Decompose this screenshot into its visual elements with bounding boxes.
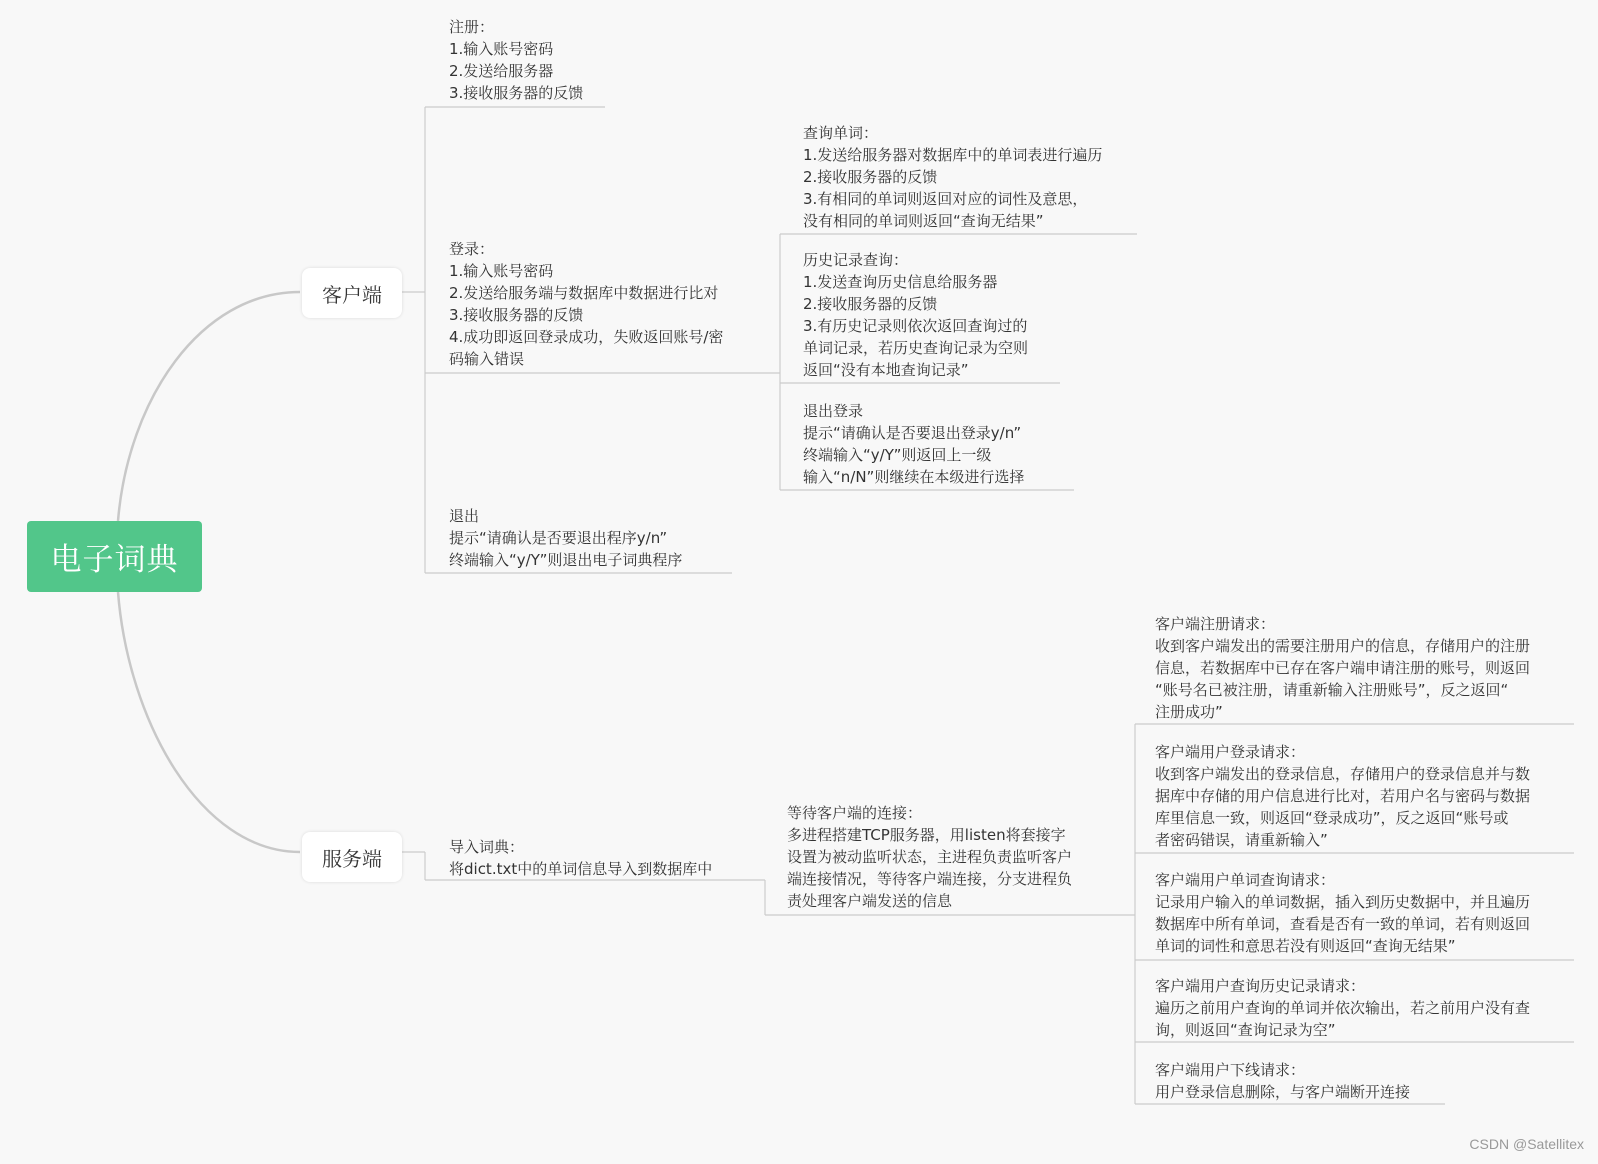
client-history-note[interactable]: 历史记录查询： 1.发送查询历史信息给服务器 2.接收服务器的反馈 3.有历史记录则依次返回查询过的 单词记录，若历史查询记录为空则 返回“没有本地查询记录” [803,251,1029,379]
server-wait-note[interactable]: 等待客户端的连接： 多进程搭建TCP服务器，用listen将套接字 设置为被动监听状态，主进程负责监听客户 端连接情况，等待客户端连接，分支进程负 责处理客户端发送的信息 [787,804,1073,910]
server-node[interactable]: 服务端 [302,832,402,882]
watermark: CSDN @Satellitex [1469,1136,1584,1152]
client-query-word-note[interactable]: 查询单词： 1.发送给服务器对数据库中的单词表进行遍历 2.接收服务器的反馈 3.有相同的单词则返回对应的词性及意思， 没有相同的单词则返回“查询无结果” [803,124,1103,230]
server-login-request-note[interactable]: 客户端用户登录请求： 收到客户端发出的登录信息，存储用户的登录信息并与数 据库中存储的用户信息进行比对，若用户名与密码与数据 库里信息一致，则返回“登录成功”，反之返回“账号或 者密码错误，请重新输入” [1155,743,1531,849]
server-import-note[interactable]: 导入词典： 将dict.txt中的单词信息导入到数据库中 [449,838,713,878]
server-register-request-note[interactable]: 客户端注册请求： 收到客户端发出的需要注册用户的信息，存储用户的注册 信息，若数据库中已存在客户端申请注册的账号，则返回 “账号名已被注册，请重新输入注册账号”，反之返回“ 注册成功” [1155,615,1531,721]
client-exit-note[interactable]: 退出 提示“请确认是否要退出程序y/n” 终端输入“y/Y”则退出电子词典程序 [449,507,683,569]
client-register-note[interactable]: 注册： 1.输入账号密码 2.发送给服务器 3.接收服务器的反馈 [449,18,584,102]
server-offline-request-note[interactable]: 客户端用户下线请求： 用户登录信息删除，与客户端断开连接 [1155,1061,1411,1101]
root-node[interactable]: 电子词典 [27,521,202,592]
server-query-request-note[interactable]: 客户端用户单词查询请求： 记录用户输入的单词数据，插入到历史数据中，并且遍历 数据库中所有单词，查看是否有一致的单词，若有则返回 单词的词性和意思若没有则返回“查询无结果” [1155,871,1531,955]
server-history-request-note[interactable]: 客户端用户查询历史记录请求： 遍历之前用户查询的单词并依次输出，若之前用户没有查 询，则返回“查询记录为空” [1155,977,1531,1039]
client-logout-note[interactable]: 退出登录 提示“请确认是否要退出登录y/n” 终端输入“y/Y”则返回上一级 输入“n/N”则继续在本级进行选择 [803,402,1025,486]
client-login-note[interactable]: 登录： 1.输入账号密码 2.发送给服务端与数据库中数据进行比对 3.接收服务器的反馈 4.成功即返回登录成功，失败返回账号/密 码输入错误 [449,240,724,368]
client-node[interactable]: 客户端 [302,268,402,318]
